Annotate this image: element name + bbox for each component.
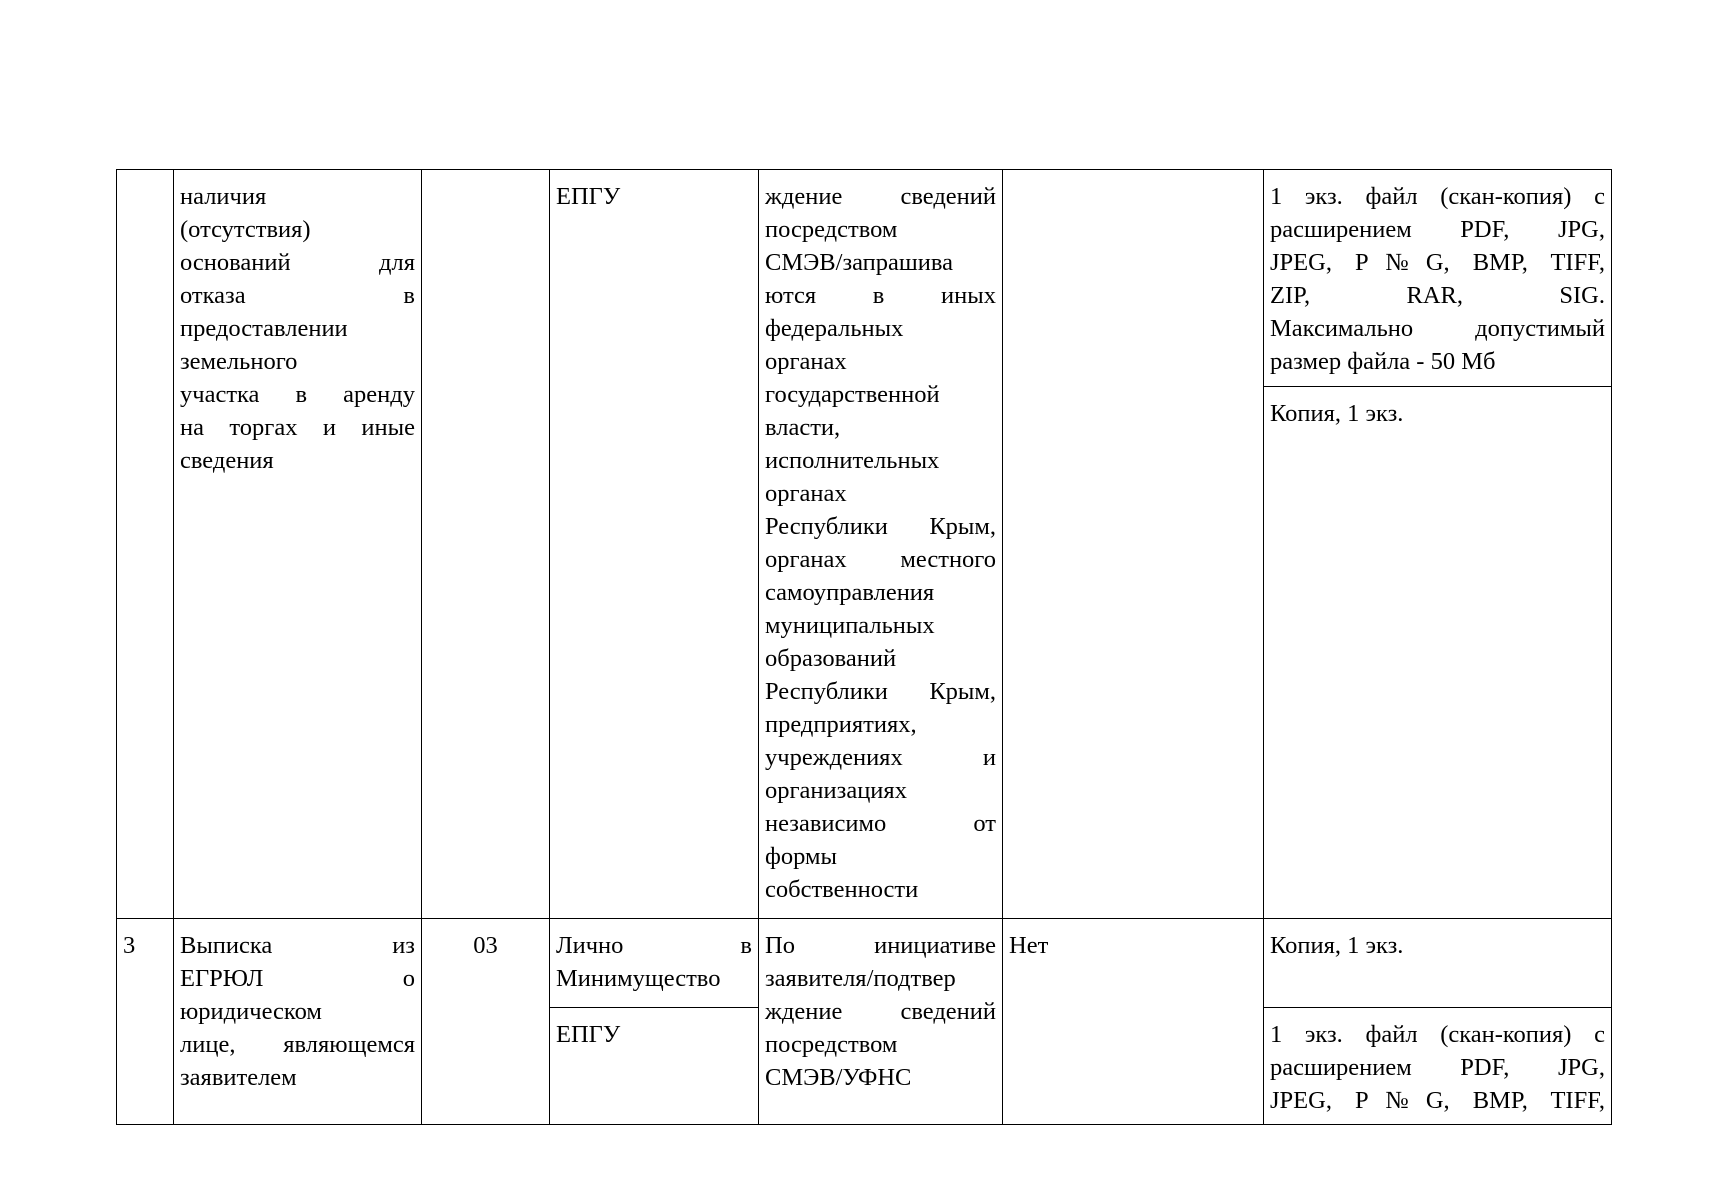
document-code: 03 — [473, 932, 498, 960]
text-line: расширением PDF, JPG, — [1270, 1054, 1605, 1082]
text-line: 1 экз. файл (скан-копия) с — [1270, 183, 1605, 210]
text-line: Республики Крым, — [765, 513, 996, 540]
code-cell — [422, 919, 550, 1125]
condition-value: Нет — [1009, 932, 1049, 960]
text-line: организациях — [765, 777, 907, 804]
text-line: наличия — [180, 183, 267, 210]
format-cell — [1264, 1008, 1612, 1125]
text-line: федеральных — [765, 315, 904, 342]
text-line: органах — [765, 348, 847, 375]
text-line: собственности — [765, 876, 919, 903]
text-line: Выписка из — [180, 932, 415, 960]
copy-count: Копия, 1 экз. — [1270, 932, 1404, 960]
text-line: Максимально допустимый — [1270, 315, 1605, 342]
submission-method-cell — [550, 170, 759, 919]
text-line: посредством — [765, 216, 898, 243]
text-line: ZIP, RAR, SIG. — [1270, 282, 1605, 309]
text-line: ЕГРЮЛ о — [180, 965, 415, 993]
text-line: размер файла - 50 Мб — [1270, 348, 1496, 375]
document-name-cell — [174, 170, 422, 919]
text-line: муниципальных — [765, 612, 935, 639]
row-number-cell — [117, 919, 174, 1125]
text-line: отказа в — [180, 282, 415, 309]
copy-count-cell — [1264, 386, 1612, 919]
text-line: власти, — [765, 414, 841, 441]
text-line: учреждениях и — [765, 744, 996, 771]
text-line: органах местного — [765, 546, 996, 573]
condition-cell — [1003, 919, 1264, 1125]
text-line: JPEG, P№G, BMP, TIFF, — [1270, 249, 1605, 276]
submission-method: ЕПГУ — [556, 183, 621, 210]
text-line: заявителя/подтвер — [765, 965, 956, 993]
row-number-cell — [117, 170, 174, 919]
text-line: лице, являющемся — [180, 1031, 415, 1059]
text-line: предприятиях, — [765, 711, 917, 738]
request-method-cell — [759, 170, 1003, 919]
text-line: исполнительных — [765, 447, 940, 474]
text-line: самоуправления — [765, 579, 935, 606]
text-line: юридическом — [180, 998, 322, 1026]
text-line: земельного — [180, 348, 298, 375]
text-line: JPEG, P№G, BMP, TIFF, — [1270, 1087, 1605, 1115]
text-line: расширением PDF, JPG, — [1270, 216, 1605, 243]
text-line: органах — [765, 480, 847, 507]
condition-cell — [1003, 170, 1264, 919]
text-line: формы — [765, 843, 837, 870]
text-line: 1 экз. файл (скан-копия) с — [1270, 1021, 1605, 1049]
format-cell — [1264, 170, 1612, 387]
code-cell — [422, 170, 550, 919]
document-name-cell — [174, 919, 422, 1125]
table-row — [117, 170, 1612, 387]
submission-method: ЕПГУ — [556, 1021, 621, 1049]
text-line: ются в иных — [765, 282, 996, 309]
copy-count-cell — [1264, 919, 1612, 1008]
text-line: Минимущество — [556, 965, 721, 993]
request-method-cell — [759, 919, 1003, 1125]
text-line: Лично в — [556, 932, 752, 960]
text-line: предоставлении — [180, 315, 348, 342]
text-line: посредством — [765, 1031, 898, 1059]
documents-table — [116, 169, 1612, 1125]
text-line: Республики Крым, — [765, 678, 996, 705]
text-line: государственной — [765, 381, 940, 408]
text-line: сведения — [180, 447, 274, 474]
text-line: на торгах и иные — [180, 414, 415, 441]
row-number: 3 — [123, 932, 136, 960]
text-line: заявителем — [180, 1064, 297, 1092]
submission-method-cell — [550, 919, 759, 1008]
text-line: ждение сведений — [765, 183, 996, 210]
text-line: образований — [765, 645, 897, 672]
text-line: СМЭВ/запрашива — [765, 249, 954, 276]
text-line: оснований для — [180, 249, 415, 276]
text-line: независимо от — [765, 810, 996, 837]
text-line: (отсутствия) — [180, 216, 311, 243]
copy-count: Копия, 1 экз. — [1270, 399, 1404, 427]
text-line: ждение сведений — [765, 998, 996, 1026]
text-line: СМЭВ/УФНС — [765, 1064, 912, 1092]
text-line: участка в аренду — [180, 381, 415, 408]
table-row — [117, 919, 1612, 1008]
submission-method-cell — [550, 1008, 759, 1125]
text-line: По инициативе — [765, 932, 996, 960]
